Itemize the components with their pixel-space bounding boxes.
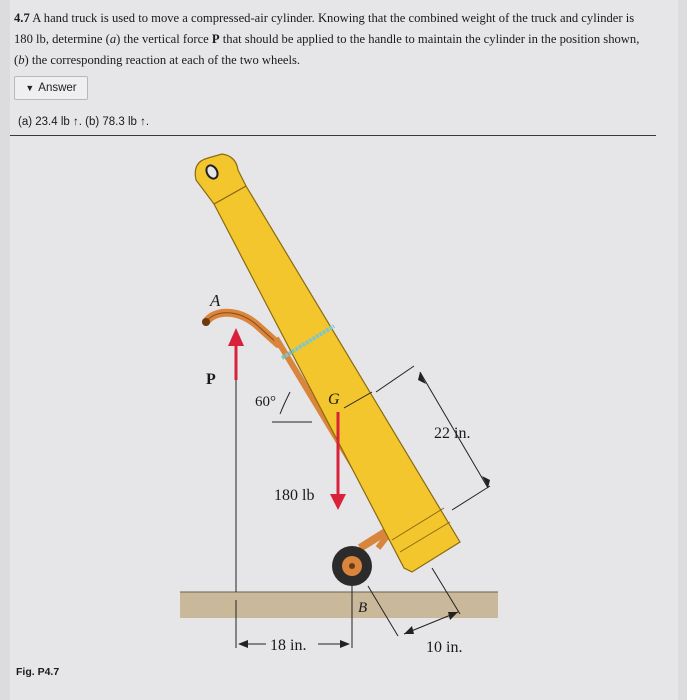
label-g: G <box>328 391 340 408</box>
label-a: A <box>210 291 221 310</box>
problem-line-1: A hand truck is used to move a compressed-air cylinder. Knowing that the combined weight of the truck and cylinder is <box>32 11 635 25</box>
label-dim-22: 22 in. <box>434 425 471 442</box>
dim-18-arrow-left <box>238 640 248 648</box>
force-p-arrowhead <box>228 328 244 346</box>
label-angle: 60° <box>255 394 276 410</box>
figure-caption: Fig. P4.7 <box>16 666 60 678</box>
problem-line-2e: that should be applied to the handle to maintain the cylinder in the position shown, <box>219 32 640 46</box>
dim-22-ext-bottom <box>452 486 490 510</box>
label-b: B <box>358 600 368 616</box>
dim-22-ext-top <box>376 366 414 392</box>
dim-18-arrow-right <box>340 640 350 648</box>
wheel-axle <box>349 563 355 569</box>
dim-10-arrow-left <box>404 626 414 634</box>
problem-part-a: a <box>109 32 117 46</box>
weight-arrowhead <box>330 494 346 510</box>
label-dim-10: 10 in. <box>426 639 463 656</box>
problem-line-3a: ( <box>14 53 19 67</box>
problem-line-3c: ) the corresponding reaction at each of the two wheels. <box>24 53 301 67</box>
dim-22-arrow-top <box>418 372 426 384</box>
answer-text: (a) 23.4 lb ↑. (b) 78.3 lb ↑. <box>18 116 150 128</box>
truck-handle <box>206 313 278 344</box>
problem-number: 4.7 <box>14 11 30 25</box>
answer-toggle-label: Answer <box>38 82 77 94</box>
label-dim-18: 18 in. <box>270 637 307 654</box>
problem-force-p: P <box>211 32 220 46</box>
problem-line-2c: ) the vertical force <box>116 32 212 46</box>
label-weight: 180 lb <box>274 487 315 504</box>
handle-grip <box>202 318 210 326</box>
label-p: P <box>206 371 216 388</box>
problem-line-2a: 180 lb, determine ( <box>14 32 110 46</box>
problem-part-b: b <box>18 53 25 67</box>
angle-arc <box>280 392 290 414</box>
triangle-down-icon: ▼ <box>25 83 35 93</box>
